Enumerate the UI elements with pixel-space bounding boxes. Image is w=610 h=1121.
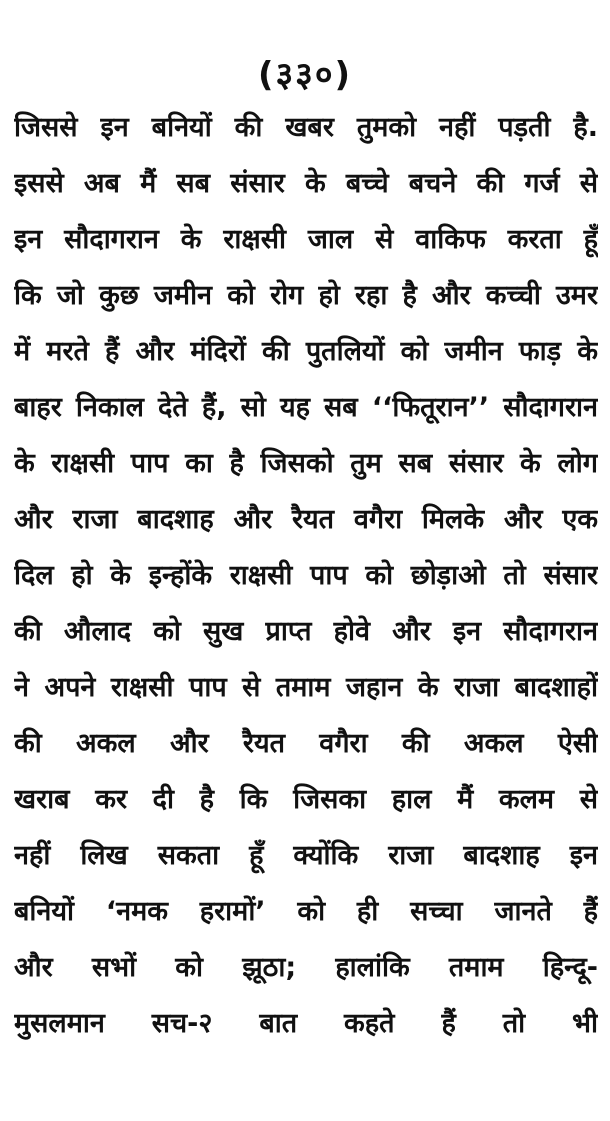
text-line: के राक्षसी पाप का है जिसको तुम सब संसार के लोग [14, 448, 598, 479]
text-line: और राजा बादशाह और रैयत वगैरा मिलके और एक [14, 504, 598, 535]
body-text [14, 100, 598, 1052]
text-line: नहीं लिख सकता हूँ क्योंकि राजा बादशाह इन [14, 840, 598, 871]
text-line: मुसलमान सच-२ बात कहते हैं तो भी [14, 1008, 598, 1039]
text-line: की अकल और रैयत वगैरा की अकल ऐसी [14, 728, 598, 759]
text-line: इससे अब मैं सब संसार के बच्चे बचने की गर्ज से [14, 168, 598, 199]
text-line: की औलाद को सुख प्राप्त होवे और इन सौदागरान [14, 616, 598, 647]
text-line: खराब कर दी है कि जिसका हाल मैं कलम से [14, 784, 598, 815]
page-number: (३३०) [257, 55, 353, 95]
text-line: इन सौदागरान के राक्षसी जाल से वाकिफ करता हूँ [14, 224, 598, 255]
text-line: और सभों को झूठा; हालांकि तमाम हिन्दू- [14, 952, 598, 983]
text-line: जिससे इन बनियों की खबर तुमको नहीं पड़ती है. [14, 112, 598, 143]
text-line: कि जो कुछ जमीन को रोग हो रहा है और कच्ची उमर [14, 280, 598, 311]
text-line: में मरते हैं और मंदिरों की पुतलियों को जमीन फाड़ के [14, 336, 598, 367]
text-line: बनियों ‘नमक हरामों’ को ही सच्चा जानते हैं [14, 896, 598, 927]
text-line: बाहर निकाल देते हैं, सो यह सब ‘‘फितूरान’’ सौदागरान [14, 392, 598, 423]
text-line: ने अपने राक्षसी पाप से तमाम जहान के राजा बादशाहों [14, 672, 598, 703]
text-line: दिल हो के इन्होंके राक्षसी पाप को छोड़ाओ तो संसार [14, 560, 598, 591]
